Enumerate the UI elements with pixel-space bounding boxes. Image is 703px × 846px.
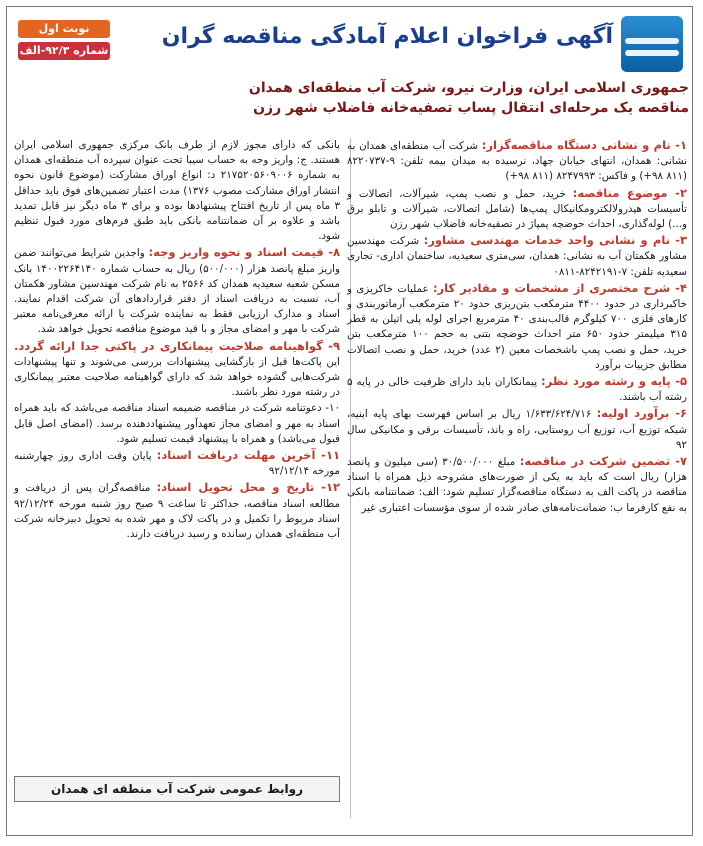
clause-paragraph: [14, 245, 340, 337]
clause-paragraph: [347, 186, 687, 233]
clause-text: بانکی که دارای مجوز لازم از طرف بانک مرکزی جمهوری اسلامی ایران هستند. ج: واریز وجه به حساب سیبا تحت عنوان سپرده آب منطقه‌ای همدان به شماره ۲۱۷۵۲۰۵۶۰۹۰۰۶ د: انواع اوراق مشارکت (موضوع قانون نحوه انتشار اوراق مشارکت مصوب ۱۳۷۶) مدت اعتبار تضمین‌های فوق باید حداقل ۳ ماه پس از تاریخ افتتاح پیشنهادها بوده و برای ۳ ماه دیگر نیز قابل تمدید باشد و علاوه بر آن ضمانتنامه بانکی باید طبق فرم‌های مورد قبول تنظیم شود.: [14, 139, 340, 243]
right-column: [347, 138, 687, 517]
subtitle-tender: مناقصه یک مرحله‌ای انتقال پساب تصفیه‌خانه فاضلاب شهر رزن: [253, 100, 689, 116]
clause-text: واجدین شرایط می‌توانند ضمن واریز مبلغ پانصد هزار (۵۰۰/۰۰۰) ریال به حساب شماره ۱۴۰۰۲۲۶۴۱۴۰ بانک مسکن شعبه سعیدیه همدان کد ۲۵۶۶ به نام شرکت مهندسین مشاور هکمتان آب، نسبت به دریافت اسناد از دفتر قراردادهای آن شرکت اقدام نمایند. اسناد و مدارک ارزیابی فقط به نماینده شرکت با ارائه معرفی‌نامه معتبر شرکت با مهر و امضای مجاز و با قید موضوع مناقصه تحویل خواهد شد.: [14, 247, 341, 336]
clause-paragraph: [14, 448, 340, 479]
clause-text: شرکت آب منطقه‌ای همدان به نشانی: همدان، انتهای خیابان جهاد، نرسیده به میدان بیمه تلفن: ۹-۸۲۲۰۷۳۷ (۸۱۱ ۹۸+) و فاکس: ۸۲۴۷۹۹۳ (۸۱۱ ۹۸+): [347, 140, 687, 183]
clause-text: عملیات خاکریزی و خاکبرداری در حدود ۴۴۰۰ مترمکعب بتن‌ریزی حدود ۲۰ مترمکعب آرماتوربندی و کارهای فلزی ۷۰۰ کیلوگرم قالب‌بندی ۴۰ مترمربع اجرای لوله پلی اتیلن به قطر ۳۱۵ میلیمتر حدود ۶۵۰ متر احداث حوضچه بتنی به حجم ۱۰۰ مترمکعب بتن خرید، حمل و نصب پمپ باشخصات معین (۲ عدد) خرید، حمل و نصب اتصالات مطابق جزییات برآورد: [347, 282, 687, 371]
clause-text: مناقصه‌گران پس از دریافت و مطالعه اسناد مناقصه، حداکثر تا ساعت ۹ صبح روز شنبه مورخه ۹۲/۱۲/۲۴ اسناد مربوط را تکمیل و در پاکت لاک و مهر شده به تحویل دبیرخانه شرکت آب منطقه‌ای همدان رسانده و رسید دریافت دارند.: [14, 482, 341, 541]
clause-paragraph: [14, 401, 340, 447]
clause-paragraph: [347, 138, 687, 185]
clause-paragraph: [14, 480, 340, 542]
round-badge: نوبت اول: [18, 20, 110, 38]
clause-text: مبلغ ۳۰/۵۰۰/۰۰۰ (سی میلیون و پانصد هزار) ریال است که باید به یکی از صورت‌های مشروحه ذیل همراه با اسناد مناقصه در پاکت الف به دستگاه مناقصه‌گزار تسلیم شود: الف: ضمانتنامه بانکی به نفع کارفرما ب: ضمانت‌نامه‌های صادر شده از سوی مؤسسات اعتباری غیر: [347, 456, 687, 514]
clause-text: پایان وقت اداری روز چهارشنبه مورخه ۹۲/۱۲/۱۴: [14, 450, 340, 478]
number-badge: شماره ۹۲/۳-الف: [18, 42, 110, 60]
subtitle-ministry: جمهوری اسلامی ایران، وزارت نیرو، شرکت آب منطقه‌ای همدان: [248, 80, 689, 96]
clause-heading: ۳- نام و نشانی واحد خدمات مهندسی مشاور:: [423, 233, 687, 248]
page-title: آگهی فراخوان اعلام آمادگی مناقصه گران: [161, 24, 613, 49]
clause-paragraph: [14, 339, 340, 401]
clause-heading: ۷- تضمین شرکت در مناقصه:: [519, 454, 688, 469]
advert-header: [6, 6, 693, 76]
clause-heading: ۲- موضوع مناقصه:: [572, 185, 687, 200]
clause-heading: ۱۱- آخرین مهلت دریافت اسناد:: [156, 448, 341, 463]
clause-text: پیمانکاران باید دارای ظرفیت خالی در پایه ۵ رشته آب باشند.: [347, 376, 687, 404]
clause-paragraph: [347, 374, 687, 405]
public-relations-signature: روابط عمومی شرکت آب منطقه ای همدان: [14, 776, 340, 802]
clause-paragraph: [347, 454, 687, 516]
clause-text: خرید، حمل و نصب پمپ، شیرآلات، اتصالات و تأسیسات هیدرولالکترومکانیکال پمپ‌ها (شامل اتصالات، شیرآلات و تابلو برق و...) لوله‌گذاری، احداث حوضچه پمپاژ در تصفیه‌خانه فاضلاب شهر رزن: [347, 187, 687, 231]
clause-text: شرکت مهندسین مشاور هکمتان آب به نشانی: همدان، سی‌متری سعیدیه، ساختمان اداری- تجاری سعیدیه تلفن: ۷-۸۲۴۲۱۹۱-۰۸۱۱: [347, 235, 687, 278]
water-company-logo: [621, 16, 683, 72]
clause-paragraph: [347, 406, 687, 453]
clause-heading: ۹- گواهینامه صلاحیت پیمانکاری در پاکتی جدا ارائه گردد.: [14, 338, 340, 353]
clause-paragraph: [347, 281, 687, 373]
clause-heading: ۴- شرح مختصری از مشخصات و مقادیر کار:: [432, 280, 687, 295]
clause-heading: ۱- نام و نشانی دستگاه مناقصه‌گزار:: [481, 138, 687, 152]
clause-heading: ۵- پایه و رشته مورد نظر:: [541, 374, 688, 389]
clause-text: این پاکت‌ها قبل از بازگشایی پیشنهادات بررسی می‌شوند و تنها پیشنهادات شرکت‌هایی گشوده خواهد شد که دارای گواهینامه صلاحیت معتبر پیمانکاری در رشته مورد نظر باشند.: [14, 355, 340, 399]
advert-body: [10, 138, 693, 828]
clause-paragraph: [14, 138, 340, 244]
clause-text: ۱۰- دعوتنامه شرکت در مناقصه ضمیمه اسناد مناقصه می‌باشد که باید همراه اسناد به مهر و امضای مجاز تعهدآور پیشنهاددهنده برسد. (امضای اصل قابل قبول می‌باشد) و همراه با پیشنهاد قیمت تسلیم شود.: [14, 402, 340, 445]
clause-heading: ۸- قیمت اسناد و نحوه واریز وجه:: [148, 245, 340, 260]
clause-heading: ۶- برآورد اولیه:: [596, 406, 687, 421]
clause-paragraph: [347, 233, 687, 280]
left-column: [14, 138, 340, 543]
clause-heading: ۱۲- تاریخ و محل تحویل اسناد:: [156, 480, 340, 495]
clause-text: ۱/۶۳۳/۶۲۴/۷۱۶ ریال بر اساس فهرست بهای پایه ابنیه، شبکه توزیع آب، توزیع آب روستایی، راه و باند، تأسیسات برقی و مکانیکی سال ۹۲: [347, 408, 687, 451]
